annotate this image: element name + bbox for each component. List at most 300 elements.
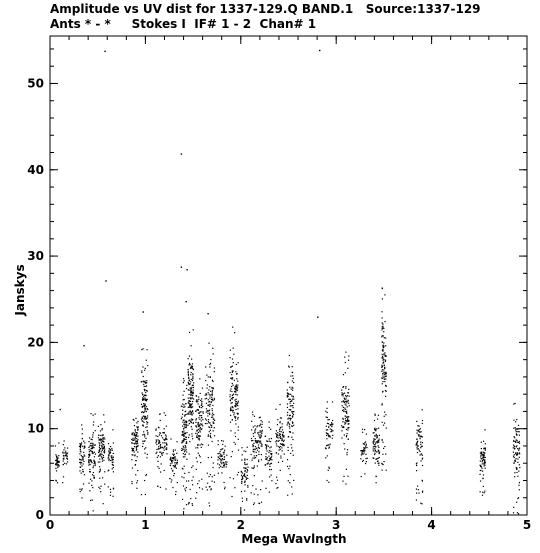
data-point bbox=[111, 460, 112, 461]
data-point bbox=[383, 347, 384, 348]
data-point bbox=[516, 434, 517, 435]
data-point bbox=[99, 461, 100, 462]
data-point bbox=[232, 419, 233, 420]
data-point bbox=[206, 487, 207, 488]
data-point bbox=[269, 464, 270, 465]
data-point bbox=[102, 448, 103, 449]
data-point bbox=[113, 488, 114, 489]
data-point bbox=[519, 448, 520, 449]
data-point bbox=[184, 432, 185, 433]
data-point bbox=[188, 437, 189, 438]
data-point bbox=[146, 385, 147, 386]
data-point bbox=[187, 425, 188, 426]
data-point bbox=[349, 396, 350, 397]
data-point bbox=[185, 439, 186, 440]
data-point bbox=[214, 398, 215, 399]
data-point bbox=[108, 457, 109, 458]
data-point-outlier bbox=[186, 269, 187, 270]
data-point bbox=[135, 443, 136, 444]
data-point bbox=[257, 425, 258, 426]
data-point bbox=[165, 488, 166, 489]
data-point bbox=[419, 438, 420, 439]
data-point bbox=[374, 444, 375, 445]
data-point bbox=[181, 418, 182, 419]
data-point bbox=[382, 391, 383, 392]
data-point bbox=[329, 419, 330, 420]
data-point bbox=[261, 424, 262, 425]
data-point bbox=[110, 492, 111, 493]
data-point bbox=[381, 311, 382, 312]
data-point bbox=[186, 459, 187, 460]
data-point bbox=[210, 391, 211, 392]
data-point bbox=[293, 396, 294, 397]
data-point bbox=[332, 423, 333, 424]
data-point bbox=[223, 454, 224, 455]
data-point bbox=[90, 500, 91, 501]
data-point bbox=[292, 421, 293, 422]
data-point bbox=[136, 447, 137, 448]
data-point bbox=[235, 406, 236, 407]
data-point bbox=[212, 348, 213, 349]
data-point bbox=[64, 440, 65, 441]
data-point bbox=[188, 383, 189, 384]
data-point bbox=[55, 454, 56, 455]
data-point bbox=[519, 467, 520, 468]
data-point bbox=[185, 420, 186, 421]
data-point bbox=[416, 430, 417, 431]
data-point bbox=[252, 446, 253, 447]
data-point bbox=[143, 396, 144, 397]
data-point bbox=[384, 379, 385, 380]
data-point bbox=[191, 387, 192, 388]
data-point bbox=[238, 362, 239, 363]
data-point bbox=[191, 379, 192, 380]
data-point bbox=[113, 442, 114, 443]
data-point bbox=[514, 454, 515, 455]
data-point bbox=[270, 458, 271, 459]
data-point bbox=[185, 454, 186, 455]
data-point bbox=[254, 465, 255, 466]
data-point bbox=[516, 433, 517, 434]
data-point bbox=[386, 376, 387, 377]
data-point bbox=[193, 476, 194, 477]
data-point bbox=[135, 441, 136, 442]
data-point bbox=[270, 457, 271, 458]
data-point bbox=[384, 337, 385, 338]
data-point bbox=[185, 437, 186, 438]
data-point bbox=[184, 450, 185, 451]
data-point bbox=[366, 447, 367, 448]
data-point bbox=[258, 435, 259, 436]
data-point bbox=[343, 427, 344, 428]
data-point bbox=[363, 447, 364, 448]
data-point bbox=[92, 452, 93, 453]
data-point bbox=[292, 439, 293, 440]
data-point bbox=[176, 453, 177, 454]
data-point bbox=[198, 429, 199, 430]
data-point bbox=[269, 421, 270, 422]
data-point bbox=[280, 455, 281, 456]
data-point bbox=[280, 417, 281, 418]
data-point bbox=[261, 433, 262, 434]
data-point bbox=[382, 440, 383, 441]
data-point bbox=[341, 390, 342, 391]
data-point bbox=[84, 454, 85, 455]
data-point bbox=[485, 457, 486, 458]
data-point bbox=[416, 462, 417, 463]
data-point bbox=[191, 467, 192, 468]
data-point bbox=[113, 461, 114, 462]
data-point bbox=[209, 404, 210, 405]
data-point-outlier bbox=[317, 316, 318, 317]
data-point bbox=[183, 399, 184, 400]
data-point bbox=[260, 430, 261, 431]
data-point bbox=[79, 489, 80, 490]
data-point bbox=[346, 433, 347, 434]
data-point bbox=[289, 423, 290, 424]
data-point bbox=[208, 419, 209, 420]
data-point bbox=[100, 435, 101, 436]
data-point bbox=[230, 400, 231, 401]
data-point bbox=[209, 414, 210, 415]
data-point bbox=[236, 378, 237, 379]
data-point bbox=[235, 420, 236, 421]
data-point bbox=[94, 463, 95, 464]
data-point bbox=[98, 442, 99, 443]
data-point bbox=[191, 412, 192, 413]
data-point bbox=[383, 448, 384, 449]
data-point bbox=[518, 497, 519, 498]
data-point bbox=[174, 458, 175, 459]
data-point bbox=[252, 458, 253, 459]
data-point bbox=[281, 439, 282, 440]
data-point bbox=[226, 466, 227, 467]
data-point bbox=[55, 445, 56, 446]
data-point bbox=[416, 421, 417, 422]
data-point bbox=[166, 435, 167, 436]
data-point bbox=[209, 486, 210, 487]
data-point bbox=[382, 341, 383, 342]
data-point bbox=[183, 449, 184, 450]
data-point-outlier bbox=[207, 313, 208, 314]
data-point bbox=[182, 410, 183, 411]
data-point bbox=[385, 372, 386, 373]
data-point bbox=[238, 472, 239, 473]
data-point bbox=[112, 496, 113, 497]
data-point bbox=[290, 401, 291, 402]
x-tick-label: 3 bbox=[332, 518, 341, 532]
data-point bbox=[103, 444, 104, 445]
data-point bbox=[100, 469, 101, 470]
data-point bbox=[224, 488, 225, 489]
data-point bbox=[262, 421, 263, 422]
data-point bbox=[80, 491, 81, 492]
data-point bbox=[416, 493, 417, 494]
data-point bbox=[183, 447, 184, 448]
data-point bbox=[133, 443, 134, 444]
data-point bbox=[385, 345, 386, 346]
data-point bbox=[212, 476, 213, 477]
data-point bbox=[196, 430, 197, 431]
data-point bbox=[384, 381, 385, 382]
data-points bbox=[55, 50, 521, 514]
data-point bbox=[379, 438, 380, 439]
data-point bbox=[186, 480, 187, 481]
data-point bbox=[196, 399, 197, 400]
data-point bbox=[142, 411, 143, 412]
data-point bbox=[223, 482, 224, 483]
data-point bbox=[146, 400, 147, 401]
data-point bbox=[100, 486, 101, 487]
data-point bbox=[258, 434, 259, 435]
data-point bbox=[144, 395, 145, 396]
data-point bbox=[292, 411, 293, 412]
data-point bbox=[192, 363, 193, 364]
data-point bbox=[328, 444, 329, 445]
y-tick-label: 20 bbox=[27, 335, 44, 350]
data-point bbox=[513, 463, 514, 464]
data-point bbox=[237, 381, 238, 382]
data-point bbox=[383, 377, 384, 378]
data-point bbox=[143, 418, 144, 419]
data-point bbox=[102, 441, 103, 442]
data-point bbox=[281, 431, 282, 432]
data-point bbox=[346, 420, 347, 421]
data-point bbox=[155, 442, 156, 443]
data-point bbox=[269, 450, 270, 451]
data-point bbox=[135, 418, 136, 419]
data-point bbox=[200, 456, 201, 457]
data-point bbox=[141, 494, 142, 495]
data-point bbox=[185, 490, 186, 491]
data-point bbox=[137, 456, 138, 457]
data-point bbox=[80, 463, 81, 464]
data-point bbox=[190, 403, 191, 404]
data-point bbox=[479, 465, 480, 466]
data-point bbox=[188, 358, 189, 359]
data-point bbox=[245, 470, 246, 471]
data-point bbox=[288, 366, 289, 367]
plot-frame bbox=[50, 36, 527, 515]
data-point bbox=[110, 460, 111, 461]
data-point bbox=[220, 460, 221, 461]
data-point bbox=[104, 438, 105, 439]
data-point bbox=[236, 401, 237, 402]
data-point bbox=[83, 463, 84, 464]
data-point bbox=[416, 432, 417, 433]
data-point bbox=[224, 459, 225, 460]
data-point bbox=[422, 455, 423, 456]
data-point bbox=[184, 426, 185, 427]
data-point bbox=[144, 453, 145, 454]
data-point bbox=[515, 428, 516, 429]
data-point bbox=[217, 463, 218, 464]
data-point bbox=[327, 419, 328, 420]
data-point bbox=[517, 429, 518, 430]
data-point bbox=[513, 507, 514, 508]
data-point bbox=[160, 445, 161, 446]
data-point bbox=[374, 420, 375, 421]
data-point bbox=[246, 498, 247, 499]
data-point bbox=[513, 456, 514, 457]
data-point bbox=[515, 427, 516, 428]
data-point bbox=[238, 450, 239, 451]
data-point bbox=[209, 394, 210, 395]
data-point bbox=[199, 378, 200, 379]
data-point bbox=[171, 461, 172, 462]
data-point bbox=[238, 439, 239, 440]
data-point bbox=[208, 399, 209, 400]
data-point bbox=[165, 439, 166, 440]
data-point bbox=[147, 430, 148, 431]
data-point bbox=[175, 491, 176, 492]
data-point bbox=[189, 414, 190, 415]
data-point bbox=[518, 449, 519, 450]
data-point bbox=[135, 431, 136, 432]
data-point bbox=[293, 455, 294, 456]
data-point bbox=[156, 428, 157, 429]
data-point bbox=[484, 448, 485, 449]
data-point bbox=[382, 463, 383, 464]
data-point bbox=[276, 440, 277, 441]
data-point bbox=[198, 438, 199, 439]
data-point bbox=[160, 456, 161, 457]
data-point bbox=[190, 387, 191, 388]
data-point bbox=[331, 431, 332, 432]
data-point bbox=[212, 391, 213, 392]
data-point bbox=[269, 447, 270, 448]
data-point bbox=[243, 467, 244, 468]
data-point bbox=[238, 426, 239, 427]
data-point bbox=[134, 435, 135, 436]
data-point bbox=[212, 467, 213, 468]
data-point bbox=[254, 455, 255, 456]
data-point bbox=[143, 384, 144, 385]
data-point bbox=[235, 418, 236, 419]
data-point bbox=[261, 502, 262, 503]
data-point bbox=[382, 328, 383, 329]
data-point bbox=[376, 482, 377, 483]
data-point bbox=[365, 447, 366, 448]
data-point bbox=[244, 475, 245, 476]
data-point bbox=[293, 399, 294, 400]
data-point bbox=[102, 458, 103, 459]
data-point bbox=[184, 415, 185, 416]
data-point bbox=[213, 423, 214, 424]
data-point bbox=[188, 382, 189, 383]
data-point bbox=[244, 471, 245, 472]
data-point bbox=[102, 443, 103, 444]
data-point bbox=[277, 419, 278, 420]
data-point bbox=[234, 332, 235, 333]
data-point bbox=[287, 495, 288, 496]
data-point bbox=[59, 461, 60, 462]
data-point bbox=[346, 429, 347, 430]
data-point bbox=[110, 495, 111, 496]
data-point bbox=[266, 440, 267, 441]
data-point bbox=[479, 474, 480, 475]
data-point bbox=[378, 428, 379, 429]
data-point bbox=[275, 433, 276, 434]
data-point bbox=[237, 408, 238, 409]
data-point bbox=[261, 431, 262, 432]
data-point bbox=[144, 386, 145, 387]
data-point bbox=[377, 441, 378, 442]
data-point bbox=[133, 448, 134, 449]
data-point bbox=[376, 451, 377, 452]
data-point bbox=[282, 443, 283, 444]
data-point bbox=[206, 412, 207, 413]
data-point bbox=[192, 505, 193, 506]
data-point bbox=[137, 439, 138, 440]
x-tick-label: 5 bbox=[522, 518, 532, 532]
data-point bbox=[188, 377, 189, 378]
data-point bbox=[292, 450, 293, 451]
data-point bbox=[513, 403, 514, 404]
data-point bbox=[344, 399, 345, 400]
data-point bbox=[291, 405, 292, 406]
data-point bbox=[482, 463, 483, 464]
data-point bbox=[347, 429, 348, 430]
data-point bbox=[233, 397, 234, 398]
data-point bbox=[177, 482, 178, 483]
data-point bbox=[201, 417, 202, 418]
data-point bbox=[102, 461, 103, 462]
data-point bbox=[327, 434, 328, 435]
data-point bbox=[241, 479, 242, 480]
data-point bbox=[331, 424, 332, 425]
data-point bbox=[326, 429, 327, 430]
data-point bbox=[277, 487, 278, 488]
data-point bbox=[265, 488, 266, 489]
data-point bbox=[344, 448, 345, 449]
data-point bbox=[376, 441, 377, 442]
data-point bbox=[284, 454, 285, 455]
y-axis-label: Janskys bbox=[13, 264, 27, 316]
data-point bbox=[517, 452, 518, 453]
data-point bbox=[518, 442, 519, 443]
data-point bbox=[94, 462, 95, 463]
data-point bbox=[207, 384, 208, 385]
data-point bbox=[211, 387, 212, 388]
data-point bbox=[348, 427, 349, 428]
data-point bbox=[92, 499, 93, 500]
data-point bbox=[99, 471, 100, 472]
data-point bbox=[513, 419, 514, 420]
data-point bbox=[183, 424, 184, 425]
data-point bbox=[241, 481, 242, 482]
data-point bbox=[282, 435, 283, 436]
data-point bbox=[326, 438, 327, 439]
data-point bbox=[348, 355, 349, 356]
data-point bbox=[289, 355, 290, 356]
data-point bbox=[383, 425, 384, 426]
data-point bbox=[186, 449, 187, 450]
data-point bbox=[209, 505, 210, 506]
data-point bbox=[383, 369, 384, 370]
data-point bbox=[258, 451, 259, 452]
data-point bbox=[192, 465, 193, 466]
data-point bbox=[189, 434, 190, 435]
data-point bbox=[278, 453, 279, 454]
data-point bbox=[287, 412, 288, 413]
data-point bbox=[182, 441, 183, 442]
data-point bbox=[191, 413, 192, 414]
data-point bbox=[332, 430, 333, 431]
data-point bbox=[482, 457, 483, 458]
data-point bbox=[212, 415, 213, 416]
data-point bbox=[142, 441, 143, 442]
